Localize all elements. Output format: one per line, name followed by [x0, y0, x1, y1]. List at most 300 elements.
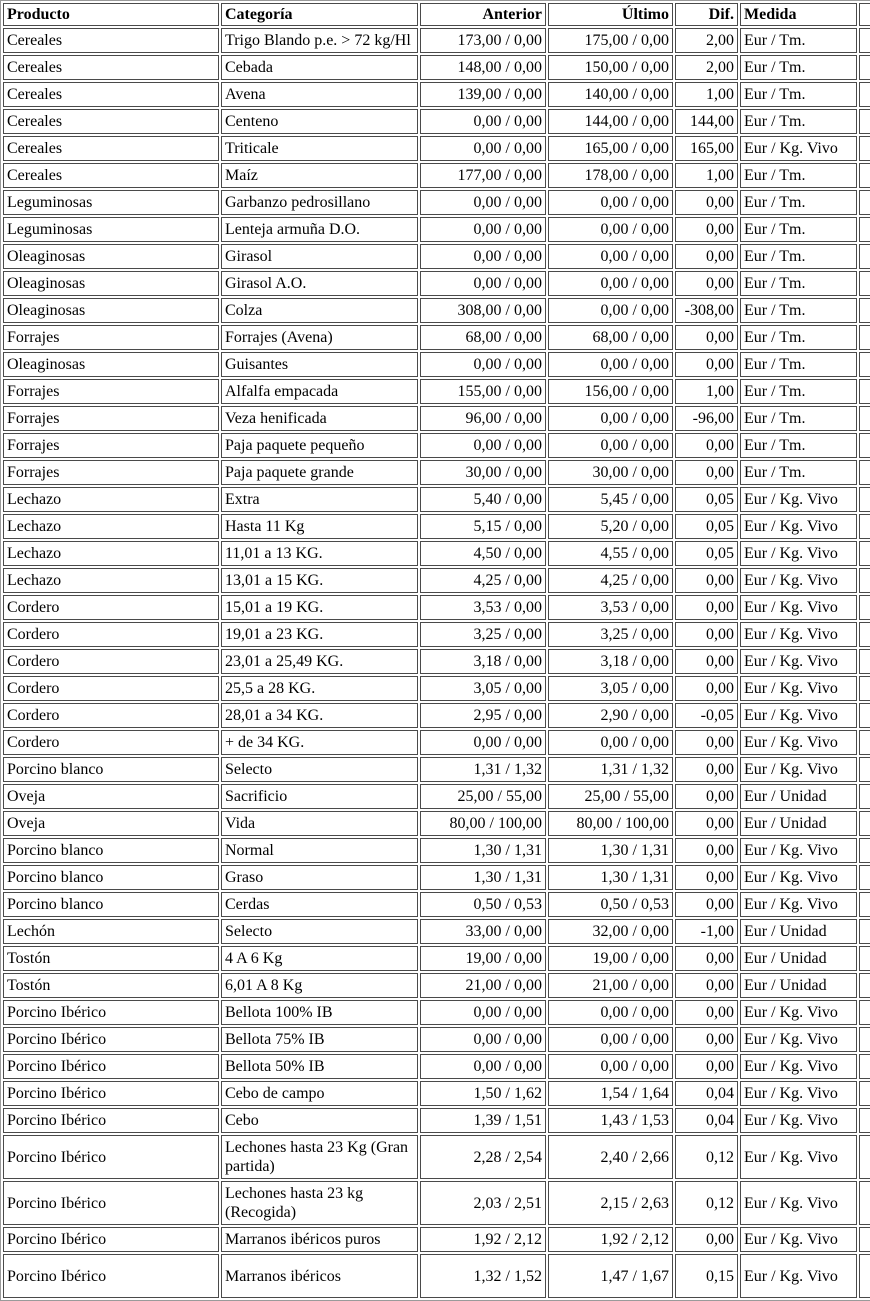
cell-categoria: Graso [221, 865, 418, 890]
cell-producto: Oveja [3, 811, 219, 836]
cell-categoria: 23,01 a 25,49 KG. [221, 649, 418, 674]
table-row [3, 190, 870, 215]
spacer-cell [859, 163, 870, 188]
cell-medida: Eur / Tm. [740, 379, 857, 404]
cell-dif: 2,00 [675, 28, 738, 53]
cell-producto: Porcino Ibérico [3, 1000, 219, 1025]
spacer-cell [859, 514, 870, 539]
cell-categoria: 4 A 6 Kg [221, 946, 418, 971]
spacer-cell [859, 28, 870, 53]
cell-anterior: 0,00 / 0,00 [420, 136, 546, 161]
cell-producto: Leguminosas [3, 190, 219, 215]
spacer-cell [859, 1135, 870, 1179]
spacer-cell [859, 1254, 870, 1298]
table-row [3, 919, 870, 944]
cell-categoria: Paja paquete pequeño [221, 433, 418, 458]
cell-dif: 0,00 [675, 838, 738, 863]
table-row [3, 28, 870, 53]
cell-ultimo: 80,00 / 100,00 [548, 811, 673, 836]
cell-ultimo: 1,30 / 1,31 [548, 838, 673, 863]
cell-categoria: 28,01 a 34 KG. [221, 703, 418, 728]
cell-categoria: Lechones hasta 23 kg (Recogida) [221, 1181, 418, 1225]
table-row [3, 946, 870, 971]
cell-producto: Cordero [3, 649, 219, 674]
cell-ultimo: 0,00 / 0,00 [548, 730, 673, 755]
spacer-cell [859, 676, 870, 701]
spacer-cell [859, 271, 870, 296]
cell-categoria: Marranos ibéricos puros [221, 1227, 418, 1252]
cell-producto: Porcino blanco [3, 838, 219, 863]
table-row [3, 1227, 870, 1252]
cell-medida: Eur / Kg. Vivo [740, 703, 857, 728]
spacer-cell [859, 811, 870, 836]
cell-ultimo: 0,00 / 0,00 [548, 406, 673, 431]
spacer-cell [859, 352, 870, 377]
cell-categoria: Selecto [221, 919, 418, 944]
cell-medida: Eur / Kg. Vivo [740, 622, 857, 647]
cell-ultimo: 1,30 / 1,31 [548, 865, 673, 890]
cell-anterior: 0,00 / 0,00 [420, 730, 546, 755]
cell-ultimo: 0,00 / 0,00 [548, 217, 673, 242]
cell-producto: Tostón [3, 946, 219, 971]
cell-ultimo: 0,00 / 0,00 [548, 190, 673, 215]
cell-producto: Lechón [3, 919, 219, 944]
table-row [3, 811, 870, 836]
cell-producto: Lechazo [3, 514, 219, 539]
cell-ultimo: 0,00 / 0,00 [548, 1027, 673, 1052]
cell-ultimo: 1,92 / 2,12 [548, 1227, 673, 1252]
cell-medida: Eur / Kg. Vivo [740, 1227, 857, 1252]
cell-dif: 1,00 [675, 379, 738, 404]
cell-ultimo: 0,00 / 0,00 [548, 1054, 673, 1079]
spacer-cell [859, 757, 870, 782]
cell-categoria: + de 34 KG. [221, 730, 418, 755]
cell-ultimo: 3,18 / 0,00 [548, 649, 673, 674]
cell-dif: 0,00 [675, 1227, 738, 1252]
column-header-ultimo: Último [548, 3, 673, 26]
cell-ultimo: 1,43 / 1,53 [548, 1108, 673, 1133]
cell-categoria: Bellota 100% IB [221, 1000, 418, 1025]
spacer-cell [859, 1108, 870, 1133]
cell-medida: Eur / Kg. Vivo [740, 1027, 857, 1052]
cell-categoria: Normal [221, 838, 418, 863]
cell-medida: Eur / Kg. Vivo [740, 1254, 857, 1298]
cell-dif: 0,12 [675, 1181, 738, 1225]
spacer-cell [859, 136, 870, 161]
cell-medida: Eur / Tm. [740, 55, 857, 80]
cell-ultimo: 19,00 / 0,00 [548, 946, 673, 971]
cell-producto: Lechazo [3, 568, 219, 593]
cell-dif: 165,00 [675, 136, 738, 161]
cell-ultimo: 3,53 / 0,00 [548, 595, 673, 620]
spacer-cell [859, 649, 870, 674]
cell-ultimo: 156,00 / 0,00 [548, 379, 673, 404]
table-header [3, 3, 870, 26]
cell-anterior: 0,00 / 0,00 [420, 244, 546, 269]
cell-categoria: Triticale [221, 136, 418, 161]
cell-dif: -1,00 [675, 919, 738, 944]
cell-categoria: Maíz [221, 163, 418, 188]
table-row [3, 109, 870, 134]
spacer-cell [859, 298, 870, 323]
cell-categoria: Centeno [221, 109, 418, 134]
cell-producto: Porcino blanco [3, 865, 219, 890]
table-row [3, 244, 870, 269]
cell-anterior: 1,30 / 1,31 [420, 838, 546, 863]
cell-producto: Lechazo [3, 487, 219, 512]
cell-medida: Eur / Kg. Vivo [740, 1181, 857, 1225]
cell-producto: Cereales [3, 55, 219, 80]
spacer-cell [859, 55, 870, 80]
cell-dif: 0,00 [675, 568, 738, 593]
cell-categoria: 25,5 a 28 KG. [221, 676, 418, 701]
column-header-categoria: Categoría [221, 3, 418, 26]
cell-ultimo: 150,00 / 0,00 [548, 55, 673, 80]
cell-producto: Oleaginosas [3, 352, 219, 377]
cell-producto: Forrajes [3, 460, 219, 485]
cell-dif: 0,00 [675, 271, 738, 296]
cell-dif: 0,05 [675, 541, 738, 566]
cell-anterior: 148,00 / 0,00 [420, 55, 546, 80]
spacer-cell [859, 217, 870, 242]
spacer-cell [859, 1000, 870, 1025]
cell-anterior: 80,00 / 100,00 [420, 811, 546, 836]
spacer-cell [859, 1027, 870, 1052]
cell-producto: Cordero [3, 676, 219, 701]
cell-dif: 0,00 [675, 244, 738, 269]
spacer-cell [859, 487, 870, 512]
spacer-cell [859, 1081, 870, 1106]
cell-medida: Eur / Unidad [740, 811, 857, 836]
cell-categoria: Forrajes (Avena) [221, 325, 418, 350]
cell-medida: Eur / Kg. Vivo [740, 514, 857, 539]
cell-ultimo: 0,00 / 0,00 [548, 298, 673, 323]
cell-medida: Eur / Unidad [740, 784, 857, 809]
cell-categoria: Paja paquete grande [221, 460, 418, 485]
column-header-anterior: Anterior [420, 3, 546, 26]
table-row [3, 892, 870, 917]
table-row [3, 460, 870, 485]
cell-producto: Cordero [3, 703, 219, 728]
cell-categoria: Girasol A.O. [221, 271, 418, 296]
cell-anterior: 1,31 / 1,32 [420, 757, 546, 782]
cell-medida: Eur / Kg. Vivo [740, 649, 857, 674]
cell-categoria: 13,01 a 15 KG. [221, 568, 418, 593]
cell-producto: Cordero [3, 622, 219, 647]
cell-medida: Eur / Kg. Vivo [740, 892, 857, 917]
cell-dif: 0,00 [675, 811, 738, 836]
cell-anterior: 1,39 / 1,51 [420, 1108, 546, 1133]
cell-producto: Oleaginosas [3, 271, 219, 296]
cell-categoria: Hasta 11 Kg [221, 514, 418, 539]
spacer-cell [859, 838, 870, 863]
table-row [3, 1135, 870, 1179]
table-row [3, 379, 870, 404]
cell-ultimo: 5,45 / 0,00 [548, 487, 673, 512]
cell-producto: Porcino Ibérico [3, 1108, 219, 1133]
cell-dif: 0,00 [675, 190, 738, 215]
cell-dif: 144,00 [675, 109, 738, 134]
cell-anterior: 19,00 / 0,00 [420, 946, 546, 971]
table-row [3, 568, 870, 593]
cell-anterior: 0,00 / 0,00 [420, 217, 546, 242]
cell-ultimo: 1,47 / 1,67 [548, 1254, 673, 1298]
cell-medida: Eur / Tm. [740, 163, 857, 188]
cell-medida: Eur / Kg. Vivo [740, 757, 857, 782]
cell-anterior: 308,00 / 0,00 [420, 298, 546, 323]
cell-ultimo: 32,00 / 0,00 [548, 919, 673, 944]
table-row [3, 1027, 870, 1052]
cell-medida: Eur / Tm. [740, 460, 857, 485]
cell-dif: 0,00 [675, 460, 738, 485]
cell-medida: Eur / Unidad [740, 946, 857, 971]
table-row [3, 82, 870, 107]
spacer-cell [859, 325, 870, 350]
spacer-cell [859, 973, 870, 998]
cell-dif: 1,00 [675, 82, 738, 107]
cell-dif: 0,00 [675, 217, 738, 242]
spacer-cell [859, 865, 870, 890]
cell-categoria: Cebo [221, 1108, 418, 1133]
cell-anterior: 5,40 / 0,00 [420, 487, 546, 512]
cell-anterior: 1,32 / 1,52 [420, 1254, 546, 1298]
cell-dif: 0,00 [675, 757, 738, 782]
cell-producto: Cordero [3, 730, 219, 755]
spacer-cell [859, 379, 870, 404]
table-row [3, 271, 870, 296]
cell-producto: Porcino Ibérico [3, 1027, 219, 1052]
cell-anterior: 3,53 / 0,00 [420, 595, 546, 620]
table-row [3, 649, 870, 674]
table-row [3, 865, 870, 890]
cell-dif: 0,00 [675, 973, 738, 998]
table-row [3, 1081, 870, 1106]
cell-dif: -96,00 [675, 406, 738, 431]
cell-anterior: 25,00 / 55,00 [420, 784, 546, 809]
cell-producto: Cereales [3, 82, 219, 107]
cell-producto: Oleaginosas [3, 244, 219, 269]
spacer-cell [859, 1054, 870, 1079]
cell-producto: Porcino blanco [3, 892, 219, 917]
cell-dif: 0,00 [675, 946, 738, 971]
cell-medida: Eur / Tm. [740, 325, 857, 350]
cell-medida: Eur / Kg. Vivo [740, 541, 857, 566]
cell-producto: Cereales [3, 136, 219, 161]
column-header-medida: Medida [740, 3, 857, 26]
cell-categoria: Avena [221, 82, 418, 107]
cell-anterior: 0,00 / 0,00 [420, 433, 546, 458]
table-row [3, 325, 870, 350]
cell-anterior: 0,00 / 0,00 [420, 190, 546, 215]
cell-producto: Cereales [3, 109, 219, 134]
cell-dif: 1,00 [675, 163, 738, 188]
cell-ultimo: 1,31 / 1,32 [548, 757, 673, 782]
spacer-cell [859, 595, 870, 620]
cell-categoria: Extra [221, 487, 418, 512]
cell-medida: Eur / Kg. Vivo [740, 1108, 857, 1133]
cell-ultimo: 165,00 / 0,00 [548, 136, 673, 161]
cell-dif: 0,00 [675, 352, 738, 377]
cell-anterior: 68,00 / 0,00 [420, 325, 546, 350]
cell-anterior: 30,00 / 0,00 [420, 460, 546, 485]
column-header-producto: Producto [3, 3, 219, 26]
cell-producto: Porcino Ibérico [3, 1254, 219, 1298]
cell-ultimo: 0,00 / 0,00 [548, 352, 673, 377]
cell-categoria: Guisantes [221, 352, 418, 377]
column-header-dif: Dif. [675, 3, 738, 26]
cell-dif: 0,00 [675, 649, 738, 674]
cell-ultimo: 3,05 / 0,00 [548, 676, 673, 701]
cell-medida: Eur / Kg. Vivo [740, 595, 857, 620]
cell-dif: 0,04 [675, 1081, 738, 1106]
cell-medida: Eur / Kg. Vivo [740, 1000, 857, 1025]
cell-medida: Eur / Kg. Vivo [740, 136, 857, 161]
table-row [3, 676, 870, 701]
cell-medida: Eur / Kg. Vivo [740, 730, 857, 755]
cell-dif: 0,00 [675, 1054, 738, 1079]
cell-dif: 0,00 [675, 730, 738, 755]
cell-anterior: 2,03 / 2,51 [420, 1181, 546, 1225]
cell-categoria: Bellota 50% IB [221, 1054, 418, 1079]
cell-anterior: 0,00 / 0,00 [420, 1054, 546, 1079]
cell-anterior: 0,50 / 0,53 [420, 892, 546, 917]
cell-dif: -0,05 [675, 703, 738, 728]
cell-producto: Porcino Ibérico [3, 1135, 219, 1179]
cell-ultimo: 25,00 / 55,00 [548, 784, 673, 809]
cell-categoria: Marranos ibéricos [221, 1254, 418, 1298]
cell-anterior: 0,00 / 0,00 [420, 1027, 546, 1052]
cell-producto: Porcino Ibérico [3, 1227, 219, 1252]
cell-categoria: 6,01 A 8 Kg [221, 973, 418, 998]
cell-anterior: 139,00 / 0,00 [420, 82, 546, 107]
cell-medida: Eur / Tm. [740, 352, 857, 377]
cell-medida: Eur / Tm. [740, 109, 857, 134]
table-row [3, 136, 870, 161]
cell-producto: Porcino Ibérico [3, 1181, 219, 1225]
cell-dif: 0,05 [675, 487, 738, 512]
cell-anterior: 0,00 / 0,00 [420, 109, 546, 134]
cell-dif: 0,04 [675, 1108, 738, 1133]
cell-producto: Tostón [3, 973, 219, 998]
cell-dif: 0,00 [675, 325, 738, 350]
cell-categoria: 19,01 a 23 KG. [221, 622, 418, 647]
cell-ultimo: 178,00 / 0,00 [548, 163, 673, 188]
cell-medida: Eur / Kg. Vivo [740, 568, 857, 593]
table-row [3, 1108, 870, 1133]
table-row [3, 55, 870, 80]
table-row [3, 784, 870, 809]
cell-ultimo: 0,00 / 0,00 [548, 271, 673, 296]
table-row [3, 757, 870, 782]
cell-dif: 2,00 [675, 55, 738, 80]
cell-dif: 0,12 [675, 1135, 738, 1179]
cell-ultimo: 1,54 / 1,64 [548, 1081, 673, 1106]
cell-ultimo: 0,50 / 0,53 [548, 892, 673, 917]
table-row [3, 217, 870, 242]
spacer-cell [859, 622, 870, 647]
cell-anterior: 33,00 / 0,00 [420, 919, 546, 944]
cell-ultimo: 175,00 / 0,00 [548, 28, 673, 53]
cell-ultimo: 68,00 / 0,00 [548, 325, 673, 350]
cell-producto: Cordero [3, 595, 219, 620]
cell-dif: 0,15 [675, 1254, 738, 1298]
spacer-cell [859, 1227, 870, 1252]
cell-anterior: 21,00 / 0,00 [420, 973, 546, 998]
spacer-cell [859, 784, 870, 809]
table-row [3, 406, 870, 431]
table-row [3, 973, 870, 998]
cell-anterior: 2,28 / 2,54 [420, 1135, 546, 1179]
cell-categoria: Vida [221, 811, 418, 836]
table-row [3, 352, 870, 377]
cell-anterior: 177,00 / 0,00 [420, 163, 546, 188]
cell-producto: Forrajes [3, 379, 219, 404]
cell-dif: 0,05 [675, 514, 738, 539]
cell-producto: Porcino Ibérico [3, 1081, 219, 1106]
table-row [3, 1181, 870, 1225]
table-row [3, 1254, 870, 1298]
cell-categoria: 11,01 a 13 KG. [221, 541, 418, 566]
cell-medida: Eur / Tm. [740, 433, 857, 458]
spacer-cell [859, 892, 870, 917]
cell-categoria: Bellota 75% IB [221, 1027, 418, 1052]
cell-anterior: 4,50 / 0,00 [420, 541, 546, 566]
cell-medida: Eur / Kg. Vivo [740, 1081, 857, 1106]
cell-categoria: Cebo de campo [221, 1081, 418, 1106]
cell-ultimo: 4,25 / 0,00 [548, 568, 673, 593]
cell-categoria: Cebada [221, 55, 418, 80]
cell-ultimo: 140,00 / 0,00 [548, 82, 673, 107]
cell-categoria: Garbanzo pedrosillano [221, 190, 418, 215]
spacer-cell [859, 1181, 870, 1225]
cell-anterior: 155,00 / 0,00 [420, 379, 546, 404]
cell-categoria: Selecto [221, 757, 418, 782]
cell-ultimo: 21,00 / 0,00 [548, 973, 673, 998]
cell-categoria: Veza henificada [221, 406, 418, 431]
cell-medida: Eur / Unidad [740, 973, 857, 998]
cell-ultimo: 144,00 / 0,00 [548, 109, 673, 134]
table-row [3, 703, 870, 728]
spacer-cell [859, 109, 870, 134]
cell-medida: Eur / Kg. Vivo [740, 487, 857, 512]
table-row [3, 1000, 870, 1025]
cell-anterior: 1,50 / 1,62 [420, 1081, 546, 1106]
spacer-cell [859, 406, 870, 431]
spacer-cell [859, 433, 870, 458]
spacer-cell [859, 730, 870, 755]
cell-dif: 0,00 [675, 595, 738, 620]
cell-anterior: 96,00 / 0,00 [420, 406, 546, 431]
spacer-cell [859, 460, 870, 485]
spacer-cell [859, 703, 870, 728]
cell-dif: 0,00 [675, 892, 738, 917]
spacer-cell [859, 82, 870, 107]
cell-categoria: Lechones hasta 23 Kg (Gran partida) [221, 1135, 418, 1179]
cell-categoria: Trigo Blando p.e. > 72 kg/Hl [221, 28, 418, 53]
spacer-cell [859, 919, 870, 944]
cell-anterior: 5,15 / 0,00 [420, 514, 546, 539]
cell-medida: Eur / Tm. [740, 28, 857, 53]
cell-producto: Cereales [3, 163, 219, 188]
cell-medida: Eur / Kg. Vivo [740, 676, 857, 701]
cell-medida: Eur / Tm. [740, 298, 857, 323]
cell-ultimo: 30,00 / 0,00 [548, 460, 673, 485]
cell-producto: Leguminosas [3, 217, 219, 242]
table-row [3, 433, 870, 458]
cell-ultimo: 3,25 / 0,00 [548, 622, 673, 647]
cell-producto: Oleaginosas [3, 298, 219, 323]
cell-producto: Porcino Ibérico [3, 1054, 219, 1079]
